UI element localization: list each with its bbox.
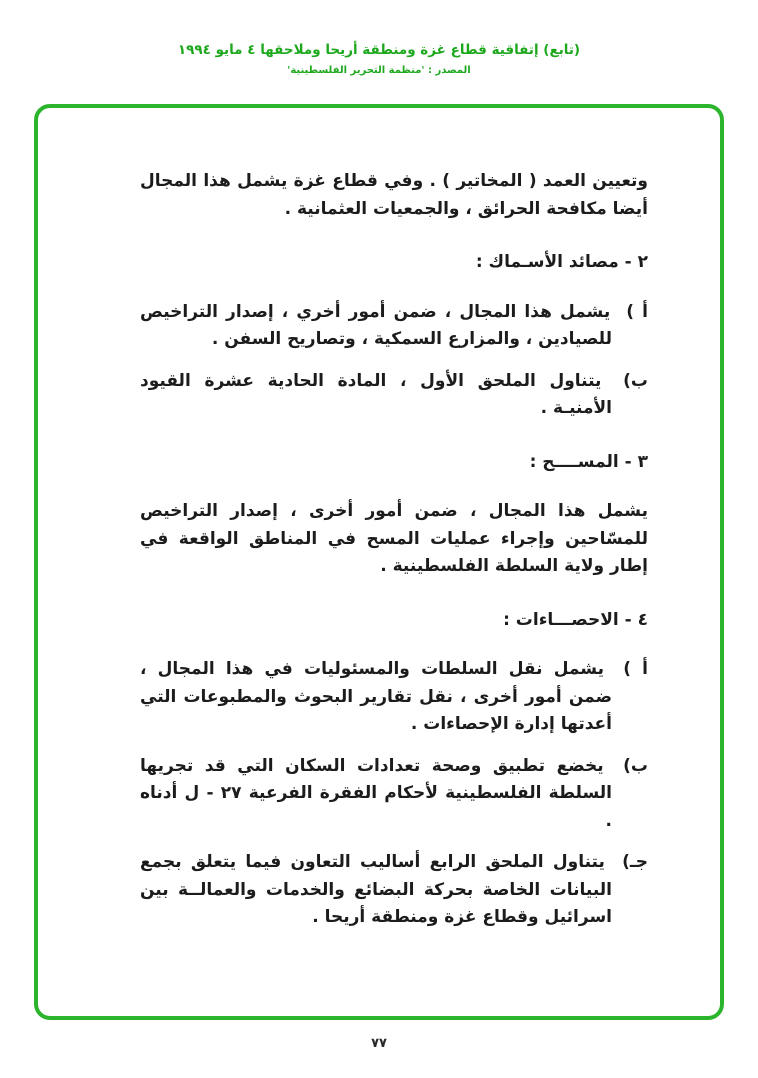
section-4-item-c — [140, 849, 648, 932]
section-4-item-b — [140, 753, 648, 836]
section-4-item-a — [140, 656, 648, 739]
document-body — [38, 108, 720, 932]
item-marker: جـ) — [622, 852, 648, 872]
section-4-heading: ٤ - الاحصـــاءات : — [503, 609, 648, 630]
section-2-heading: ٢ - مصائد الأسـماك : — [475, 252, 648, 272]
item-text: يشمل نقل السلطات والمسئوليات في هذا المجال ، ضمن أمور أخرى ، نقل تقارير البحوث والمطبوعات التي أعدتها إدارة الإحصاءات . — [140, 659, 612, 734]
item-text: يتناول الملحق الأول ، المادة الحادية عشرة القيود الأمنيـة . — [140, 370, 612, 418]
section-3-paragraph: يشمل هذا المجال ، ضمن أمور أخرى ، إصدار التراخيص للمسّاحين وإجراء عمليات المسح في المناطق الواقعة في إطار ولاية السلطة الفلسطينية . — [140, 501, 648, 576]
intro-paragraph: وتعيين العمد ( المخاتير ) . وفي قطاع غزة يشمل هذا المجال أيضا مكافحة الحرائق ، والجمعيات العثمانية . — [140, 171, 648, 219]
page-number: ٧٧ — [371, 1036, 387, 1051]
green-border-box — [34, 104, 724, 1020]
item-marker: أ ) — [626, 301, 648, 322]
page-header — [0, 42, 758, 76]
item-text: يتناول الملحق الرابع أساليب التعاون فيما يتعلق بجمع البيانات الخاصة بحركة البضائع والخدمات والعمالــة بين اسرائيل وقطاع غزة ومنطقة أريحا . — [140, 852, 612, 927]
item-marker: أ ) — [623, 659, 648, 679]
document-source: المصدر : 'منظمة التحرير الفلسطينية' — [287, 65, 471, 76]
item-marker: ب) — [623, 370, 648, 391]
section-2-item-b — [140, 368, 648, 423]
item-text: يخضع تطبيق وصحة تعدادات السكان التي قد تجريها السلطة الفلسطينية لأحكام الفقرة الفرعية ٢٧ - ل أدناه . — [140, 755, 612, 831]
section-3-heading: ٣ - المســــح : — [529, 451, 648, 472]
section-2-item-a — [140, 299, 648, 354]
item-text: يشمل هذا المجال ، ضمن أمور أخري ، إصدار التراخيص للصيادين ، والمزارع السمكية ، وتصاريح السفن . — [140, 301, 612, 349]
item-marker: ب) — [623, 755, 649, 776]
document-title: (تابع) إتفاقية قطاع غزة ومنطقة أريحا وملاحقها ٤ مايو ١٩٩٤ — [177, 42, 581, 58]
